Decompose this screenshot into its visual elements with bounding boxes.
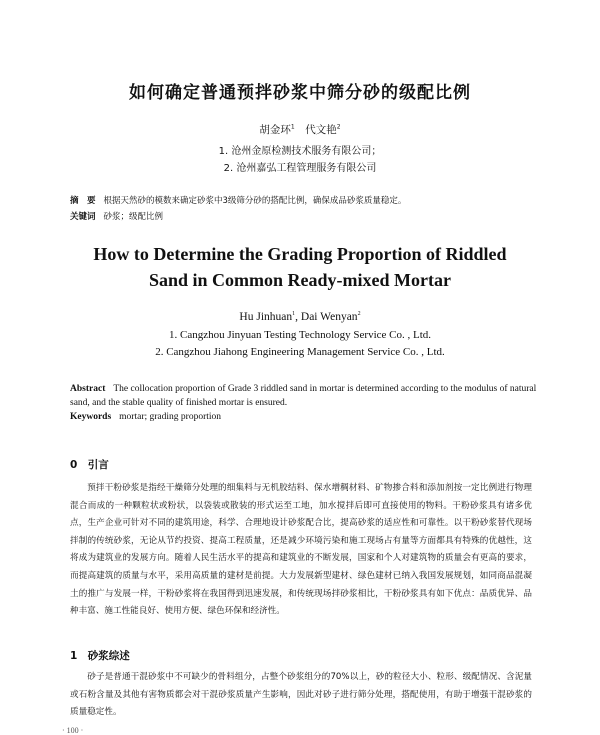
english-affiliation-1: 1. Cangzhou Jinyuan Testing Technology Service Co. , Ltd. xyxy=(168,329,432,341)
keywords-text: 砂浆；级配比例 xyxy=(103,212,164,222)
body-paragraph: 砂子是普通干混砂浆中不可缺少的骨料组分，占整个砂浆组分的70%以上，砂的粒径大小、粒形、级配情况、含泥量或石粉含量及其他有害物质都会对干混砂浆质量产生影响，因此对砂子进行筛分处理，搭配使用，有助于增强干混砂浆的质量稳定性。 xyxy=(70,672,532,718)
section-heading-introduction: 0 引言 xyxy=(70,459,109,471)
section-heading-overview: 1 砂浆综述 xyxy=(70,650,130,662)
chinese-affiliation-1: 1. 沧州金原检测技术服务有限公司； xyxy=(218,146,382,157)
chinese-authors xyxy=(0,122,600,137)
english-abstract xyxy=(70,382,540,410)
author-name: , Dai Wenyan xyxy=(295,311,358,323)
chinese-keywords xyxy=(70,210,540,222)
author-name: Hu Jinhuan xyxy=(239,311,293,323)
english-authors xyxy=(0,311,600,323)
author-name: 胡金环 xyxy=(259,124,291,136)
keywords-label: 关键词 xyxy=(70,212,96,222)
author-affiliation-mark: 2 xyxy=(357,311,361,318)
body-paragraph: 预拌干粉砂浆是指经干燥筛分处理的细集料与无机胶结料、保水增稠材料、矿物掺合料和添加剂按一定比例进行物理混合而成的一种颗粒状或粉状，以袋装或散装的形式运至工地，加水搅拌后即可直接使用的物料。干粉砂浆具有诸多优点，生产企业可针对不同的建筑用途，科学、合理地设计砂浆配合比，提高砂浆的适应性和可靠性。以干粉砂浆替代现场拌制的传统砂浆，无论从节约投资、提高工程质量，还是减少环境污染和施工现场占有量等方面都具有特殊的优越性，这将成为建筑业的发展方向。随着人民生活水平的提高和建筑业的不断发展，国家和个人对建筑物的质量会有更高的要求，而提高建筑的质量与水平，采用高质量的建材是前提。大力发展新型建材、绿色建材已纳入我国发展规划，如同商品混凝土的推广与发展一样，干粉砂浆将在我国得到迅速发展，和传统现场拌砂浆相比，干粉砂浆具有如下优点：品质优异、品种丰富、施工性能良好、使用方便、绿色环保和经济性。 xyxy=(70,483,532,617)
keywords-text: mortar; grading proportion xyxy=(119,412,222,422)
page-number: · 100 · xyxy=(62,726,84,735)
english-title-line: Sand in Common Ready-mixed Mortar xyxy=(149,270,451,290)
keywords-label: Keywords xyxy=(70,412,112,422)
abstract-text: 根据天然砂的模数来确定砂浆中3级筛分砂的搭配比例，确保成品砂浆质量稳定。 xyxy=(103,196,407,206)
chinese-title: 如何确定普通预拌砂浆中筛分砂的级配比例 xyxy=(129,83,471,103)
chinese-affiliation-2: 2. 沧州嘉弘工程管理服务有限公司 xyxy=(223,163,377,174)
author-affiliation-mark: 1 xyxy=(290,123,295,131)
english-affiliation-2: 2. Cangzhou Jiahong Engineering Management Service Co. , Ltd. xyxy=(155,346,445,358)
chinese-abstract xyxy=(70,194,540,206)
author-affiliation-mark: 1 xyxy=(292,311,296,318)
abstract-label: Abstract xyxy=(70,384,106,394)
author-name: 代文艳 xyxy=(294,124,337,136)
english-keywords xyxy=(70,412,540,422)
english-title-line: How to Determine the Grading Proportion of Riddled xyxy=(93,244,507,264)
abstract-label: 摘 要 xyxy=(70,196,96,206)
author-affiliation-mark: 2 xyxy=(336,123,341,131)
abstract-text: The collocation proportion of Grade 3 riddled sand in mortar is determined according to the modulus of natural sand, and the stable quality of finished mortar is ensured. xyxy=(70,384,537,408)
english-title xyxy=(60,241,540,293)
